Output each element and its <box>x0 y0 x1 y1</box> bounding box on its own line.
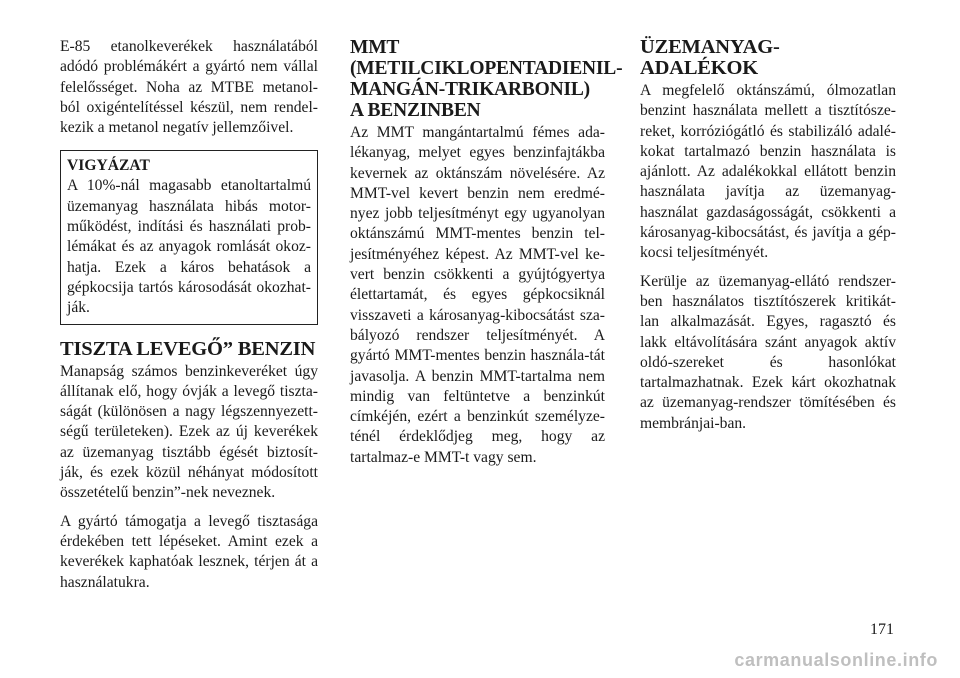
fuel-additives-heading: ÜZEMANYAG-ADALÉKOK <box>640 36 780 79</box>
clean-air-heading: TISZTA LEVEGŐ” BENZIN <box>60 337 316 360</box>
column-right <box>640 37 896 434</box>
intro-paragraph: E-85 etanolkeverékek használatából adódó problémákért a gyártó nem vállal felelősséget. Noha az MTBE metanol-ból oxigéntelítéssel készül, nem rendel-kezik a metanol negatív jellemzőivel. <box>60 38 318 137</box>
warning-text: A 10%-nál magasabb etanoltartalmú üzemanyag használata hibás motor-működést, indítási és használati prob-lémákat és az anyagok romlását okoz-hatja. Ezek a káros behatások a gépkocsija tartós károsodását okozhat-ják. <box>67 177 311 317</box>
fuel-additives-paragraph-1: A megfelelő oktánszámú, ólmozatlan benzint használata mellett a tisztítósze-reket, korróziógátló és stabilizáló adalé-kokat tartalmazó benzin használata is ajánlott. Az adalékokkal ellátott benzin használata javítja az üzemanyag-használat gazdaságosságát, csökkenti a károsanyag-kibocsátást, és javítja a gép-kocsi teljesítményét. <box>640 82 896 262</box>
warning-title: VIGYÁZAT <box>67 157 150 175</box>
page-number: 171 <box>870 621 894 638</box>
clean-air-paragraph-2: A gyártó támogatja a levegő tisztasága érdekében tett lépéseket. Amint ezek a keverékek kaphatóak lesznek, térjen át a használatukra. <box>60 512 318 591</box>
mmt-heading: MMT (METILCIKLOPENTADIENIL-MANGÁN-TRIKARBONIL) A BENZINBEN <box>350 37 623 121</box>
column-left <box>60 37 318 593</box>
column-middle <box>350 37 623 468</box>
watermark: carmanualsonline.info <box>734 650 938 670</box>
warning-box <box>60 150 318 324</box>
fuel-additives-paragraph-2: Kerülje az üzemanyag-ellátó rendszer-ben használatos tisztítószerek kritikát-lan alkalmazását. Egyes, ragasztó és lakk eltávolítására szánt anyagok aktív oldó-szereket és hasonlókat tartalmazhatnak. Ezek kárt okozhatnak az üzemanyag-rendszer tömítésében és membránjai-ban. <box>640 272 896 432</box>
clean-air-paragraph-1: Manapság számos benzinkeveréket úgy állítanak elő, hogy óvják a levegő tiszta-ságát (különösen a nagy légszennyezett-ségű területeken). Ezek az új keverékek az üzemanyag tisztább égését biztosít-ják, és ezek közül néhányat módosított összetételű benzin”-nek neveznek. <box>60 362 318 502</box>
mmt-paragraph: Az MMT mangántartalmú fémes ada-lékanyag, melyet egyes benzinfajtákba kevernek az oktánszám növelésére. Az MMT-vel kevert benzin nem eredmé-nyez jobb teljesítményt egy ugyanolyan oktánszámú MMT-mentes benzin tel-jesítményéhez képest. Az MMT-vel ke-vert benzin csökkenti a gyújtógyertya élettartamát, és egyes gépkocsiknál visszaveti a károsanyag-kibocsátást sza-bályozó rendszer teljesítményét. A gyártó MMT-mentes benzin használa-tát javasolja. A benzin MMT-tartalma nem mindig van feltüntetve a benzinkút címkéjén, ezért a benzinkút személyze-ténél érdeklődjeg meg, hogy az tartalmaz-e MMT-t vagy sem. <box>350 124 605 466</box>
